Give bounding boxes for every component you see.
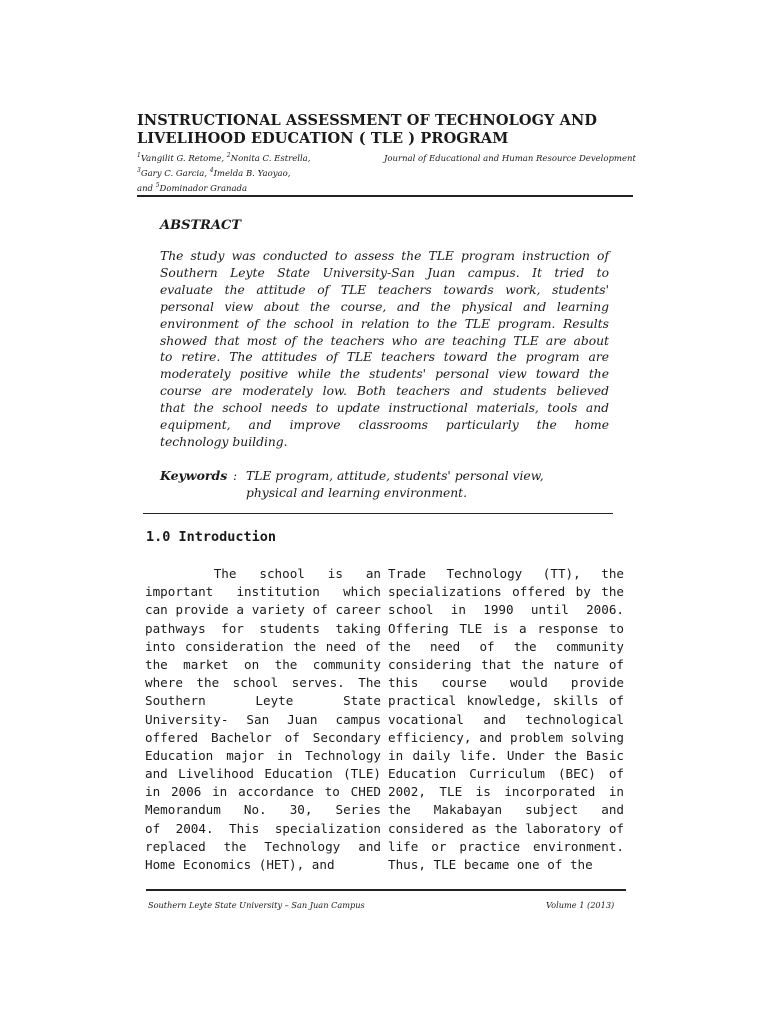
keywords-colon: :: [233, 468, 238, 483]
body-line: into consideration the need of: [145, 638, 381, 654]
paper-title-line: INSTRUCTIONAL ASSESSMENT OF TECHNOLOGY AND: [137, 112, 598, 129]
body-line: the need of the community: [388, 638, 624, 654]
keywords-line: TLE program, attitude, students' personal view,: [246, 469, 544, 483]
body-line: this course would provide: [388, 675, 624, 691]
author-line: $^3$Gary C. Garcia, $^4$Imelda B. Yaoyao,: [137, 167, 291, 179]
body-line: considering that the nature of: [388, 656, 624, 672]
body-line: Offering TLE is a response to: [388, 620, 624, 636]
body-line: the Makabayan subject and: [388, 802, 624, 818]
keywords-text: [246, 468, 606, 502]
abstract-line: showed that most of the teachers who are teaching TLE are about: [160, 333, 609, 348]
body-line: practical knowledge, skills of: [388, 693, 624, 709]
body-line: offered Bachelor of Secondary: [145, 729, 381, 745]
abstract-line: The study was conducted to assess the TLE program instruction of: [160, 249, 609, 263]
abstract-line: technology building.: [160, 434, 288, 449]
section-heading-introduction: 1.0 Introduction: [146, 529, 277, 545]
abstract-line: environment of the school in relation to the TLE program. Results: [160, 316, 609, 331]
paper-title: [137, 112, 657, 148]
body-line: efficiency, and problem solving: [388, 729, 624, 745]
footer-volume: Volume 1 (2013): [546, 900, 615, 910]
body-line: life or practice environment.: [388, 838, 624, 854]
body-line: in daily life. Under the Basic: [388, 747, 624, 763]
paper-title-line: LIVELIHOOD EDUCATION ( TLE ) PROGRAM: [137, 130, 509, 147]
body-line: vocational and technological: [388, 711, 624, 727]
abstract-line: that the school needs to update instructional materials, tools and: [160, 401, 609, 416]
intro-column-left: [145, 565, 381, 874]
abstract-line: evaluate the attitude of TLE teachers towards work, students': [160, 282, 609, 297]
body-line: Thus, TLE became one of the: [388, 857, 593, 872]
body-line: can provide a variety of career: [145, 602, 381, 618]
footer-institution: Southern Leyte State University – San Juan Campus: [148, 900, 365, 910]
abstract-line: Southern Leyte State University-San Juan campus. It tried to: [160, 265, 609, 280]
abstract-line: moderately positive while the students' personal view toward the: [160, 367, 609, 382]
body-line: in 2006 in accordance to CHED: [145, 784, 381, 800]
author-line: and $^5$Dominador Granada: [137, 182, 248, 194]
footer-divider: [146, 889, 626, 891]
body-line: Southern Leyte State: [145, 693, 381, 709]
body-line: University- San Juan campus: [145, 711, 381, 727]
author-line: $^1$Vangilit G. Retome, $^2$Nonita C. Estrella,: [137, 152, 311, 164]
keywords-label: Keywords: [160, 468, 228, 483]
body-line: specializations offered by the: [388, 584, 624, 600]
header-divider: [137, 195, 633, 197]
journal-name: Journal of Educational and Human Resource Development: [384, 154, 636, 164]
abstract-line: personal view about the course, and the physical and learning: [160, 299, 609, 314]
abstract-text: [160, 248, 609, 451]
keywords-line: physical and learning environment.: [246, 486, 468, 500]
body-line: Trade Technology (TT), the: [388, 566, 624, 581]
body-line: 2002, TLE is incorporated in: [388, 784, 624, 800]
body-line: Education Curriculum (BEC) of: [388, 766, 624, 782]
body-line: Education major in Technology: [145, 747, 381, 763]
body-line: replaced the Technology and: [145, 838, 381, 854]
abstract-divider: [143, 513, 613, 514]
body-line: considered as the laboratory of: [388, 820, 624, 836]
body-line: Memorandum No. 30, Series: [145, 802, 381, 818]
body-line: school in 1990 until 2006.: [388, 602, 624, 618]
abstract-line: equipment, and improve classrooms particularly the home: [160, 418, 609, 433]
body-line: Home Economics (HET), and: [145, 857, 335, 872]
abstract-line: to retire. The attitudes of TLE teachers toward the program are: [160, 350, 609, 365]
body-line: The school is an: [145, 566, 381, 581]
body-line: important institution which: [145, 584, 381, 600]
body-line: where the school serves. The: [145, 675, 381, 691]
intro-column-right: [388, 565, 624, 874]
author-list: [137, 152, 397, 197]
body-line: and Livelihood Education (TLE): [145, 766, 381, 782]
body-line: of 2004. This specialization: [145, 820, 381, 836]
body-line: the market on the community: [145, 656, 381, 672]
body-line: pathways for students taking: [145, 620, 381, 636]
abstract-heading: ABSTRACT: [160, 218, 242, 233]
abstract-line: course are moderately low. Both teachers and students believed: [160, 384, 609, 399]
